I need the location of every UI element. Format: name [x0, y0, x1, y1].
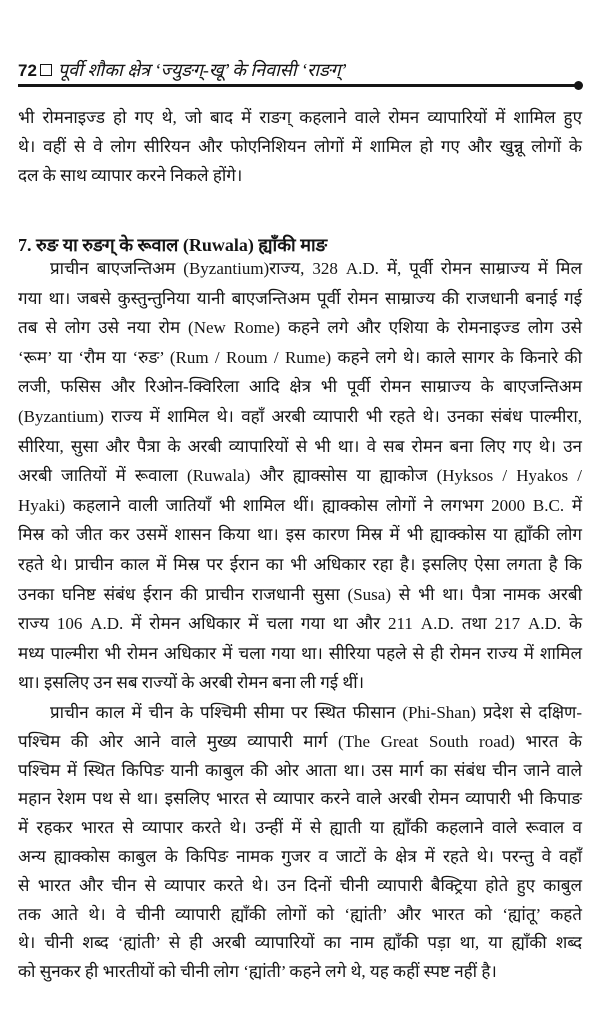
text-line: राज्य 106 A.D. में रोमन अधिकार में चला गया था और 211 A.D. तथा 217 A.D. के — [18, 614, 582, 634]
text-line: मिस्र को जीत कर उसमें शासन किया था। इस कारण मिस्र में भी ह्याक्कोस या ह्याँकी लोग — [18, 525, 582, 545]
running-header — [18, 58, 578, 82]
text-line: दल के साथ व्यापार करने निकले होंगे। — [18, 166, 243, 185]
text-line: अन्य ह्याक्कोस काबुल के किपिङ नामक गुजर व जाटों के क्षेत्र में रहते थे। परन्तु वे वहाँ — [18, 846, 582, 866]
text-line: पश्चिम में स्थित किपिङ यानी काबुल की ओर आता था। उस मार्ग का संबंध चीन जाने वाले — [18, 760, 582, 780]
text-line: तब से लोग उसे नया रोम (New Rome) कहने लगे और एशिया के रोमनाइज्ड लोग उसे — [18, 318, 582, 338]
text-line: था। इसलिए उन सब राज्यों के अरबी रोमन बना ली गई थीं। — [18, 673, 365, 693]
text-line: से भारत और चीन से व्यापार करते थे। उन दिनों चीनी व्यापारी बैक्ट्रिया होते हुए काबुल — [18, 875, 582, 895]
text-line: थे। चीनी शब्द ‘ह्यांती’ से ही अरबी व्यापारियों का नाम ह्याँकी पड़ा था, या ह्याँकी शब्द — [18, 933, 582, 953]
paragraph-1 — [18, 103, 582, 190]
page-number: 72 — [18, 61, 37, 80]
paragraph-2 — [18, 254, 582, 698]
text-line: थे। वहीं से वे लोग सीरियन और फोएनिशियन लोगों में शामिल हो गए और खुन्नू लोगों के — [18, 137, 582, 156]
text-line: ‘रूम’ या ‘रौम या ‘रुङ’ (Rum / Roum / Rume) कहने लगे थे। काले सागर के किनारे की — [18, 347, 582, 367]
text-line: प्राचीन काल में चीन के पश्चिमी सीमा पर स्थित फीसान (Phi-Shan) प्रदेश से दक्षिण- — [50, 703, 582, 722]
text-line: (Byzantium) राज्य में शामिल थे। वहाँ अरबी व्यापारी भी रहते थे। उनका संबंध पाल्मीरा, — [18, 406, 582, 426]
text-line: प्राचीन बाएजन्तिअम (Byzantium)राज्य, 328 A.D. में, पूर्वी रोमन साम्राज्य में मिल — [50, 259, 582, 278]
text-line: अरबी जातियों में रूवाला (Ruwala) और ह्याक्सोस या ह्याकोज (Hyksos / Hyakos / — [18, 466, 582, 486]
text-line: भी रोमनाइज्ड हो गए थे, जो बाद में राङग् कहलाने वाले रोमन व्यापारियों में शामिल हुए — [18, 108, 582, 127]
running-title: पूर्वी शौका क्षेत्र ‘ज्युङग्-खू’ के निवासी ‘राङग्’ — [57, 60, 347, 80]
text-line: पश्चिम की ओर आने वाले मुख्य व्यापारी मार्ग (The Great South road) भारत के — [18, 731, 582, 751]
text-line: महान रेशम पथ से था। इसलिए भारत से व्यापार करने वाले अरबी रोमन व्यापारी भी किपाङ — [18, 789, 582, 809]
text-line: सीरिया, सुसा और पैत्रा के अरबी व्यापारियों से भी था। वे सब रोमन बना लिए गए थे। उन — [18, 436, 582, 456]
text-line: में रहकर भारत से व्यापार करते थे। उन्हीं में से ह्याती या ह्याँकी कहलाने वाले रूवाल व — [18, 818, 582, 838]
text-line: रहते थे। प्राचीन काल में मिस्र पर ईरान का भी अधिकार रहा है। इसलिए ऐसा लगता है कि — [18, 554, 582, 574]
text-line: गया था। जबसे कुस्तुन्तुनिया यानी बाएजन्तिअम पूर्वी रोमन साम्राज्य की राजधानी बनाई गई — [18, 288, 582, 308]
paragraph-3 — [18, 699, 582, 987]
text-line: मध्य पाल्मीरा भी रोमन अधिकार में चला गया था। सीरिया पहले से ही रोमन राज्य में शामिल — [18, 643, 582, 663]
text-line: उनका घनिष्ट संबंध ईरान की प्राचीन राजधानी सुसा (Susa) से भी था। पैत्रा नामक अरबी — [18, 584, 582, 604]
rule-end-dot — [574, 81, 583, 90]
text-line: लजी, फसिस और रिओन-क्विरिला आदि क्षेत्र भी पूर्वी रोमन साम्राज्य के बाएजन्तिअम — [18, 377, 582, 397]
text-line: को सुनकर ही भारतीयों को चीनी लोग ‘ह्यांती’ कहने लगे थे, यह कहीं स्पष्ट नहीं है। — [18, 962, 497, 982]
section-heading: 7. रुङ या रुङग् के रूवाल (Ruwala) ह्याँकी माङ — [18, 235, 328, 255]
header-rule — [18, 84, 578, 87]
text-line: Hyaki) कहलाने वाली जातियाँ भी शामिल थीं। ह्याक्कोस लोगों ने लगभग 2000 B.C. में — [18, 495, 582, 515]
square-bullet-icon — [40, 64, 52, 76]
text-line: तक आते थे। वे चीनी व्यापारी ह्याँकी लोगों को ‘ह्यांती’ और भारत को ‘ह्यांतू’ कहते — [18, 904, 582, 924]
